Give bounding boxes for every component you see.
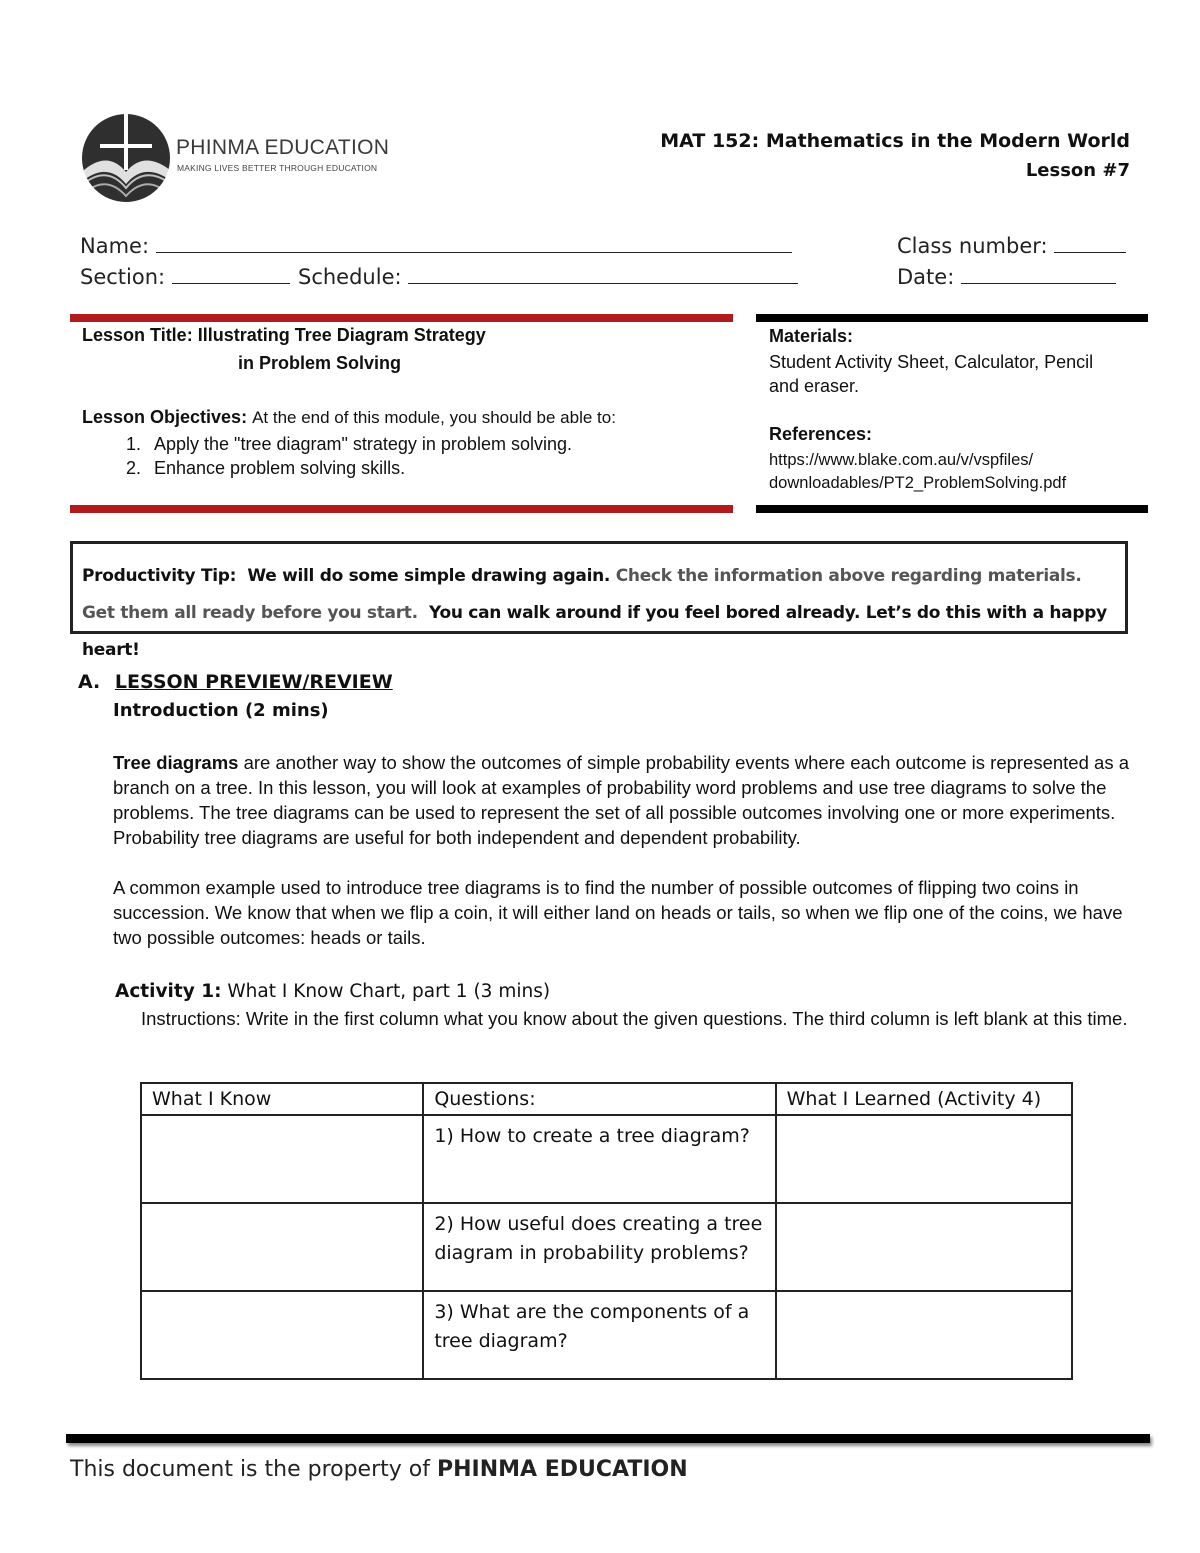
tip-part2: Check the information above regarding materials. Get them all ready before you start. bbox=[82, 566, 1082, 623]
para1-text: are another way to show the outcomes of simple probability events where each outcome is represented as a branch on a tree. In this lesson, you will look at examples of probability word problems and use tree diagrams to solve the problems. The tree diagrams can be used to represent the set of all possible outcomes involving one or more experiments. Probability tree diagrams are useful for both independent and dependent probability. bbox=[113, 752, 1129, 848]
question-cell: 1) How to create a tree diagram? bbox=[423, 1115, 775, 1203]
section-a-heading bbox=[78, 671, 393, 693]
column-header: What I Learned (Activity 4) bbox=[776, 1083, 1072, 1115]
course-title: MAT 152: Mathematics in the Modern World bbox=[660, 130, 1130, 152]
question-cell: 3) What are the components of a tree diagram? bbox=[423, 1291, 775, 1379]
lesson-title bbox=[82, 325, 486, 346]
references-line2[interactable]: downloadables/PT2_ProblemSolving.pdf bbox=[769, 474, 1067, 492]
date-label: Date: bbox=[897, 265, 955, 289]
date-blank[interactable] bbox=[961, 263, 1116, 284]
tree-diagrams-term: Tree diagrams bbox=[113, 752, 239, 773]
section-blank[interactable] bbox=[172, 263, 290, 284]
objectives-label: Lesson Objectives: bbox=[82, 407, 248, 427]
schedule-blank[interactable] bbox=[408, 263, 798, 284]
intro-paragraph-1 bbox=[113, 750, 1135, 850]
lesson-title-label: Lesson Title: bbox=[82, 325, 193, 345]
table-row bbox=[141, 1115, 1072, 1203]
tip-part3: You can walk around if you feel bored already. Let’s do this with a happy heart! bbox=[82, 603, 1107, 660]
brand-name: PHINMA EDUCATION bbox=[176, 136, 390, 159]
brand-tagline: MAKING LIVES BETTER THROUGH EDUCATION bbox=[177, 163, 378, 173]
lesson-number: Lesson #7 bbox=[1025, 160, 1130, 181]
name-blank[interactable] bbox=[156, 232, 792, 253]
table-header-row bbox=[141, 1083, 1072, 1115]
footer-company: PHINMA EDUCATION bbox=[436, 1457, 688, 1482]
class-number-field[interactable] bbox=[897, 232, 1126, 258]
objectives-list bbox=[108, 432, 572, 480]
tip-part1: We will do some simple drawing again. bbox=[247, 566, 611, 586]
what-i-learned-cell[interactable] bbox=[776, 1203, 1072, 1291]
column-header: Questions: bbox=[423, 1083, 775, 1115]
footer-prefix: This document is the property of bbox=[70, 1457, 430, 1482]
objective-item: 2. Enhance problem solving skills. bbox=[146, 456, 572, 480]
what-i-learned-cell[interactable] bbox=[776, 1291, 1072, 1379]
materials-label: Materials: bbox=[769, 326, 854, 346]
lesson-title-line1: Illustrating Tree Diagram Strategy bbox=[197, 325, 486, 345]
tip-label: Productivity Tip: bbox=[82, 566, 237, 586]
productivity-tip-text bbox=[82, 558, 1113, 669]
references-line1[interactable]: https://www.blake.com.au/v/vspfiles/ bbox=[769, 451, 1034, 469]
what-i-know-cell[interactable] bbox=[141, 1291, 423, 1379]
class-number-blank[interactable] bbox=[1054, 232, 1126, 253]
lesson-objectives bbox=[82, 407, 616, 428]
objectives-intro: At the end of this module, you should be able to: bbox=[252, 408, 616, 427]
activity1-heading bbox=[115, 981, 550, 1002]
question-cell: 2) How useful does creating a tree diagram in probability problems? bbox=[423, 1203, 775, 1291]
productivity-tip-box bbox=[70, 541, 1128, 660]
table-row bbox=[141, 1291, 1072, 1379]
lesson-bottom-bar bbox=[70, 505, 733, 513]
lesson-top-bar bbox=[70, 314, 733, 322]
schedule-label: Schedule: bbox=[298, 265, 402, 289]
name-field[interactable] bbox=[80, 232, 792, 258]
lesson-title-line2: in Problem Solving bbox=[238, 353, 402, 373]
phinma-emblem-icon bbox=[78, 110, 178, 205]
section-label: Section: bbox=[80, 265, 166, 289]
activity1-title: What I Know Chart, part 1 (3 mins) bbox=[227, 981, 551, 1002]
schedule-field[interactable] bbox=[298, 263, 798, 289]
table-row bbox=[141, 1203, 1072, 1291]
introduction-heading: Introduction (2 mins) bbox=[113, 700, 329, 721]
what-i-know-cell[interactable] bbox=[141, 1203, 423, 1291]
activity1-label: Activity 1: bbox=[115, 981, 222, 1002]
section-field[interactable] bbox=[80, 263, 290, 289]
materials-text: Student Activity Sheet, Calculator, Pencil and eraser. bbox=[769, 352, 1094, 396]
what-i-learned-cell[interactable] bbox=[776, 1115, 1072, 1203]
footer-text bbox=[70, 1457, 688, 1482]
objective-item: 1. Apply the "tree diagram" strategy in problem solving. bbox=[146, 432, 572, 456]
references-label: References: bbox=[769, 424, 873, 444]
what-i-know-cell[interactable] bbox=[141, 1115, 423, 1203]
intro-paragraph-2: A common example used to introduce tree diagrams is to find the number of possible outcomes of flipping two coins in succession. We know that when we flip a coin, it will either land on heads or tails, so when we flip one of the coins, we have two possible outcomes: heads or tails. bbox=[113, 877, 1123, 948]
materials-top-bar bbox=[756, 314, 1148, 322]
kwl-chart-table bbox=[140, 1082, 1073, 1380]
activity1-instructions: Instructions: Write in the first column what you know about the given questions. The third column is left blank at this time. bbox=[141, 1008, 1128, 1029]
name-label: Name: bbox=[80, 234, 150, 258]
references-link[interactable] bbox=[769, 449, 1066, 495]
materials-bottom-bar bbox=[756, 505, 1148, 513]
footer-bar bbox=[66, 1434, 1150, 1443]
section-a-letter: A. bbox=[78, 671, 101, 693]
section-a-title: LESSON PREVIEW/REVIEW bbox=[114, 671, 393, 693]
date-field[interactable] bbox=[897, 263, 1116, 289]
column-header: What I Know bbox=[141, 1083, 423, 1115]
class-number-label: Class number: bbox=[897, 234, 1048, 258]
